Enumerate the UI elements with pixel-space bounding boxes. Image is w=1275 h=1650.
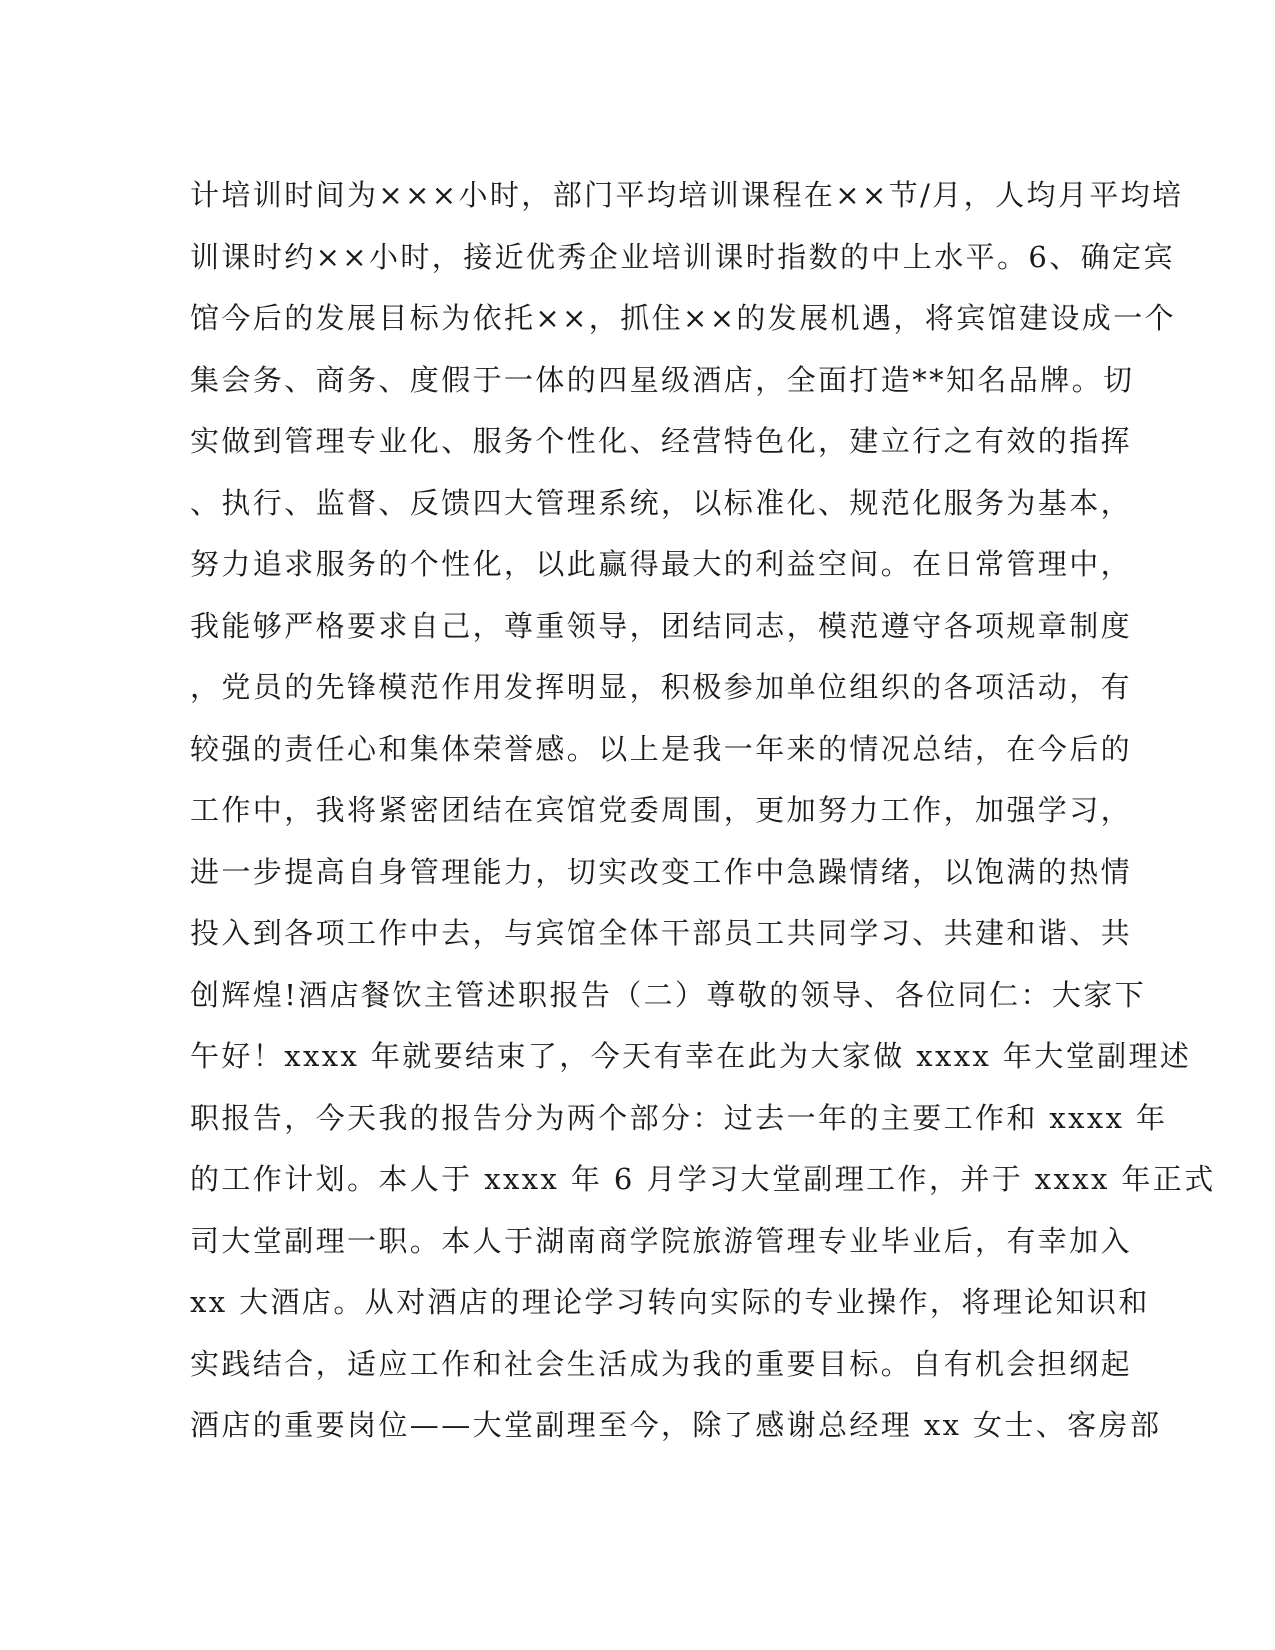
text-line: xx 大酒店。从对酒店的理论学习转向实际的专业操作，将理论知识和 bbox=[190, 1285, 1150, 1319]
text-line: 的工作计划。本人于 xxxx 年 6 月学习大堂副理工作，并于 xxxx 年正式 bbox=[190, 1162, 1216, 1196]
text-line: 努力追求服务的个性化，以此赢得最大的利益空间。在日常管理中， bbox=[190, 547, 1133, 581]
text-line: 司大堂副理一职。本人于湖南商学院旅游管理专业毕业后，有幸加入 bbox=[190, 1223, 1133, 1258]
text-line: 实做到管理专业化、服务个性化、经营特色化，建立行之有效的指挥 bbox=[190, 424, 1133, 458]
text-line: 较强的责任心和集体荣誉感。以上是我一年来的情况总结，在今后的 bbox=[190, 731, 1133, 766]
text-line: 工作中，我将紧密团结在宾馆党委周围，更加努力工作，加强学习， bbox=[190, 793, 1133, 827]
body-text bbox=[190, 165, 1216, 1457]
text-line: 集会务、商务、度假于一体的四星级酒店，全面打造**知名品牌。切 bbox=[190, 362, 1135, 397]
text-line: 职报告，今天我的报告分为两个部分：过去一年的主要工作和 xxxx 年 bbox=[190, 1100, 1168, 1135]
text-line: 酒店的重要岗位——大堂副理至今，除了感谢总经理 xx 女士、客房部 bbox=[190, 1408, 1162, 1442]
text-line: 实践结合，适应工作和社会生活成为我的重要目标。自有机会担纲起 bbox=[190, 1346, 1133, 1381]
text-line: ，党员的先锋模范作用发挥明显，积极参加单位组织的各项活动，有 bbox=[190, 670, 1133, 704]
text-line: 计培训时间为×××小时，部门平均培训课程在××节/月，人均月平均培 bbox=[190, 178, 1184, 212]
text-line: 我能够严格要求自己，尊重领导，团结同志，模范遵守各项规章制度 bbox=[190, 608, 1133, 643]
text-line: 投入到各项工作中去，与宾馆全体干部员工共同学习、共建和谐、共 bbox=[190, 916, 1133, 950]
text-line: 训课时约××小时，接近优秀企业培训课时指数的中上水平。6、确定宾 bbox=[190, 239, 1175, 274]
text-line: 创辉煌!酒店餐饮主管述职报告（二）尊敬的领导、各位同仁：大家下 bbox=[190, 977, 1147, 1012]
text-line: 午好！xxxx 年就要结束了，今天有幸在此为大家做 xxxx 年大堂副理述 bbox=[190, 1039, 1192, 1073]
text-line: 进一步提高自身管理能力，切实改变工作中急躁情绪，以饱满的热情 bbox=[190, 854, 1133, 889]
text-line: 、执行、监督、反馈四大管理系统，以标准化、规范化服务为基本， bbox=[190, 485, 1133, 520]
text-line: 馆今后的发展目标为依托××，抓住××的发展机遇，将宾馆建设成一个 bbox=[190, 301, 1176, 335]
